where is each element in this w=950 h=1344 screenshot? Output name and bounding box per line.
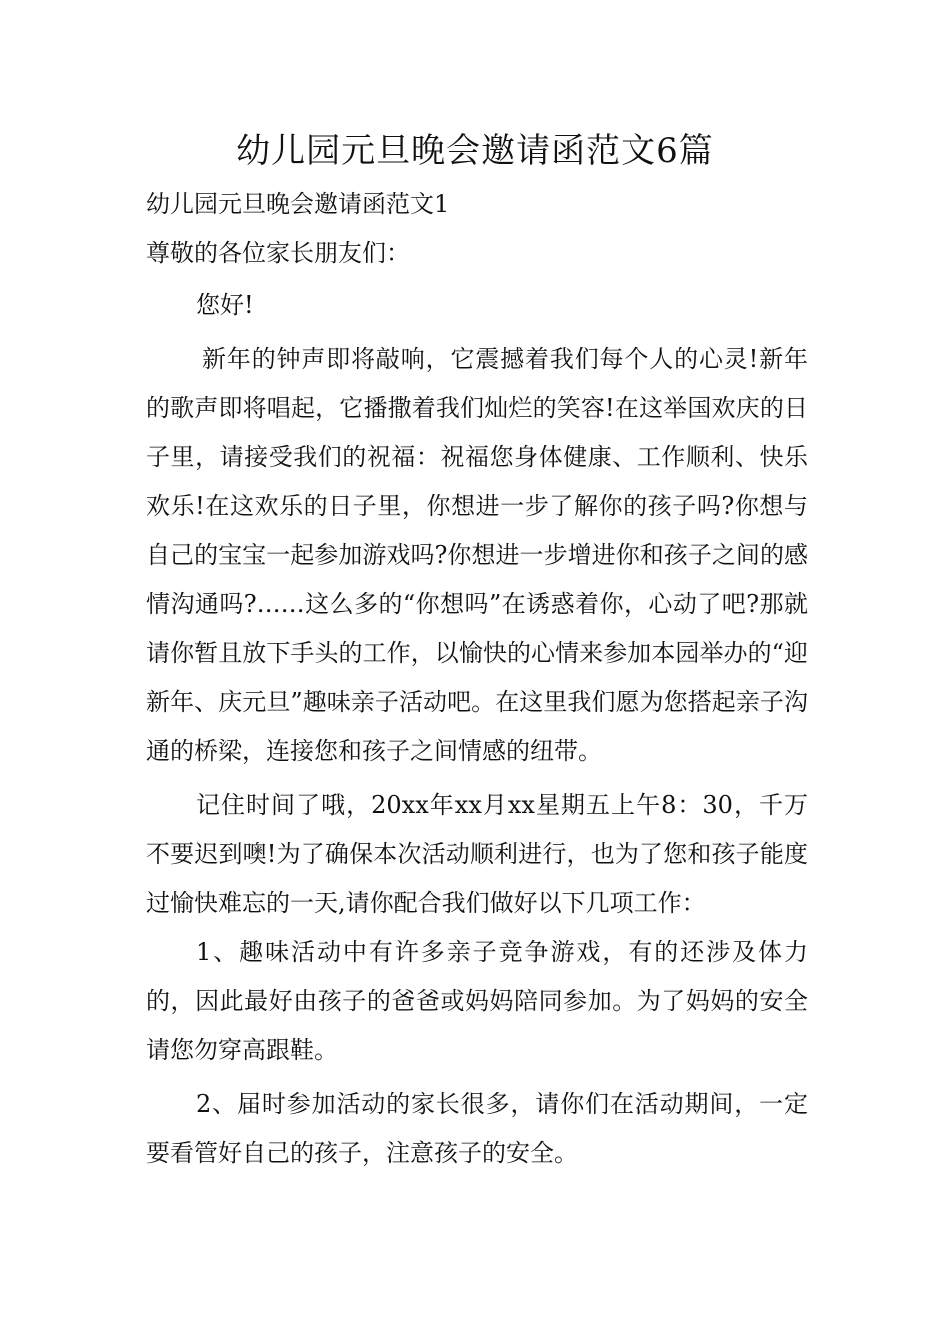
document-body xyxy=(146,180,808,1178)
paragraph-3: 1、趣味活动中有许多亲子竞争游戏，有的还涉及体力的，因此最好由孩子的爸爸或妈妈陪同参加。为了妈妈的安全请您勿穿高跟鞋。 xyxy=(146,938,808,1064)
subheading: 幼儿园元旦晚会邀请函范文1 xyxy=(146,190,450,218)
paragraph-4: 2、届时参加活动的家长很多，请你们在活动期间，一定要看管好自己的孩子，注意孩子的安全。 xyxy=(146,1090,808,1167)
salutation: 尊敬的各位家长朋友们： xyxy=(146,239,410,267)
paragraph-1: 新年的钟声即将敲响，它震撼着我们每个人的心灵!新年的歌声即将唱起，它播撒着我们灿烂的笑容!在这举国欢庆的日子里，请接受我们的祝福：祝福您身体健康、工作顺利、快乐欢乐!在这欢乐的日子里，你想进一步了解你的孩子吗?你想与自己的宝宝一起参加游戏吗?你想进一步增进你和孩子之间的感情沟通吗?……这么多的“你想吗”在诱惑着你，心动了吧?那就请你暂且放下手头的工作，以愉快的心情来参加本园举办的“迎新年、庆元旦”趣味亲子活动吧。在这里我们愿为您搭起亲子沟通的桥梁，连接您和孩子之间情感的纽带。 xyxy=(146,345,808,765)
paragraph-2: 记住时间了哦，20xx年xx月xx星期五上午8：30，千万不要迟到噢!为了确保本次活动顺利进行，也为了您和孩子能度过愉快难忘的一天,请你配合我们做好以下几项工作： xyxy=(146,791,808,917)
greeting: 您好! xyxy=(196,291,254,319)
document-title: 幼儿园元旦晚会邀请函范文6篇 xyxy=(236,131,714,171)
